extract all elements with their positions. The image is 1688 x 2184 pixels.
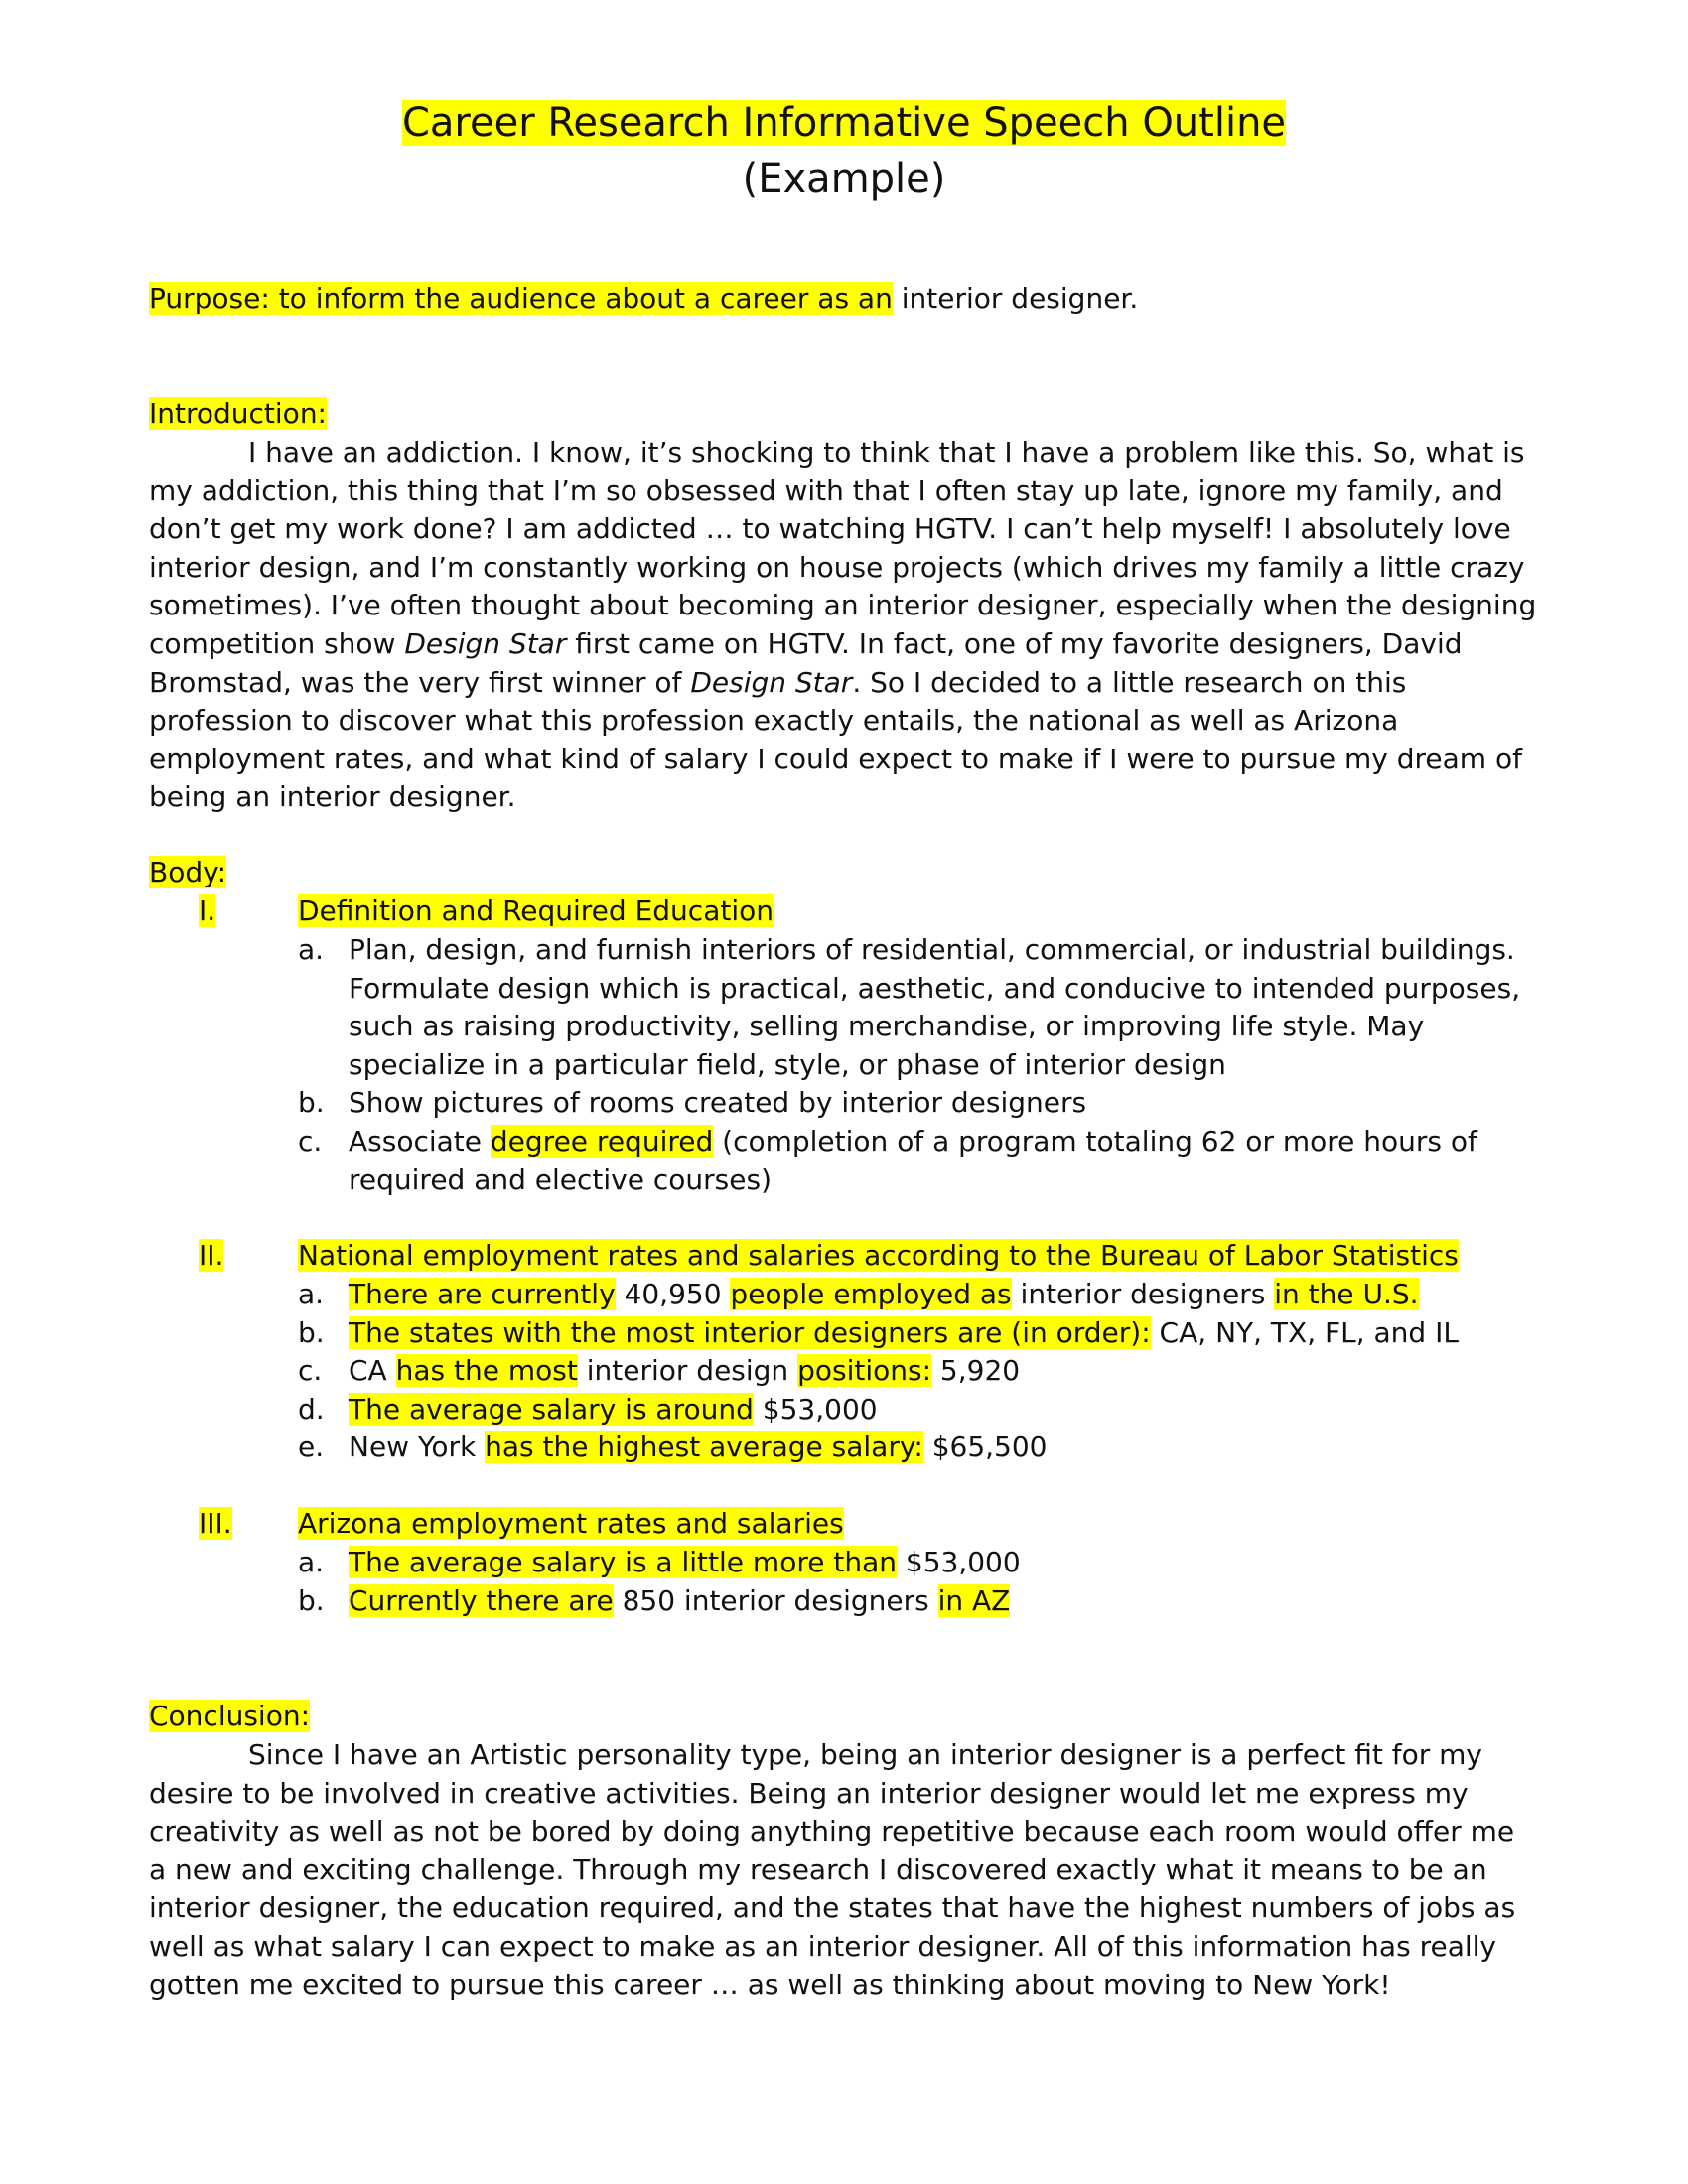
- section2-list: [298, 1276, 1549, 1467]
- list-item: a. Plan, design, and furnish interiors of residential, commercial, or industrial buildings. Formulate design which is practical, aesthetic, and conducive to intended purposes, such as raising productivity, selling merchandise, or improving life style. May specialize in a particular field, style, or phase of interior design: [298, 933, 1521, 1081]
- document-title: Career Research Informative Speech Outline: [401, 100, 1287, 146]
- list-item: b. Show pictures of rooms created by interior designers: [298, 1086, 1087, 1120]
- purpose-line: [149, 280, 1138, 319]
- introduction-heading: Introduction:: [149, 397, 327, 430]
- section3-list: [298, 1544, 1549, 1620]
- list-item: b. Currently there are 850 interior designers in AZ: [298, 1583, 1011, 1617]
- section-numeral: III.: [199, 1507, 232, 1540]
- section-heading: Definition and Required Education: [298, 894, 774, 927]
- body-heading: Body:: [149, 856, 227, 888]
- show-title: Design Star: [404, 626, 567, 660]
- section-numeral: I.: [199, 894, 216, 927]
- introduction-paragraph: I have an addiction. I know, it’s shocking to think that I have a problem like this. So, what is my addiction, this thing that I’m so obsessed with that I often stay up late, ignore my family, and don’t get my work done? I am addicted … to watching HGTV. I can’t help myself! I absolutely love interior design, and I’m constantly working on house projects (which drives my family a little crazy sometimes). I’ve often thought about becoming an interior designer, especially when the designing competition show Design Star first came on HGTV. In fact, one of my favorite designers, David Bromstad, was the very first winner of Design Star. So I decided to a little research on this profession to discover what this profession exactly entails, the national as well as Arizona employment rates, and what kind of salary I could expect to make if I were to pursue my dream of being an interior designer.: [149, 436, 1537, 814]
- document-subtitle: (Example): [742, 156, 946, 202]
- section-numeral: II.: [199, 1239, 224, 1272]
- list-item: a. There are currently 40,950 people employed as interior designers in the U.S.: [298, 1278, 1419, 1310]
- list-item: c. CA has the most interior design positions: 5,920: [298, 1354, 1021, 1388]
- section1-list: [298, 931, 1549, 1199]
- title-block: [0, 96, 1688, 205]
- list-item: b. The states with the most interior designers are (in order): CA, NY, TX, FL, and IL: [298, 1315, 1459, 1349]
- section-heading: Arizona employment rates and salaries: [298, 1507, 844, 1540]
- conclusion-heading: Conclusion:: [149, 1700, 311, 1732]
- purpose-label: Purpose: to inform the audience about a career as an: [149, 282, 893, 315]
- list-item: e. New York has the highest average salary: $65,500: [298, 1431, 1048, 1464]
- list-item: d. The average salary is around $53,000: [298, 1392, 878, 1426]
- conclusion-paragraph: Since I have an Artistic personality type, being an interior designer is a perfect fit for my desire to be involved in creative activities. Being an interior designer would let me express my creativity as well as not be bored by doing anything repetitive because each room would offer me a new and exciting challenge. Through my research I discovered exactly what it means to be an interior designer, the education required, and the states that have the highest numbers of jobs as well as what salary I can expect to make as an interior designer. All of this information has really gotten me excited to pursue this career … as well as thinking about moving to New York!: [149, 1738, 1516, 2001]
- list-item: c. Associate degree required (completion of a program totaling 62 or more hours of required and elective courses): [298, 1124, 1477, 1196]
- section-heading: National employment rates and salaries according to the Bureau of Labor Statistics: [298, 1239, 1459, 1272]
- list-item: a. The average salary is a little more than $53,000: [298, 1546, 1021, 1578]
- purpose-text: interior designer.: [892, 282, 1139, 315]
- show-title: Design Star: [690, 665, 853, 699]
